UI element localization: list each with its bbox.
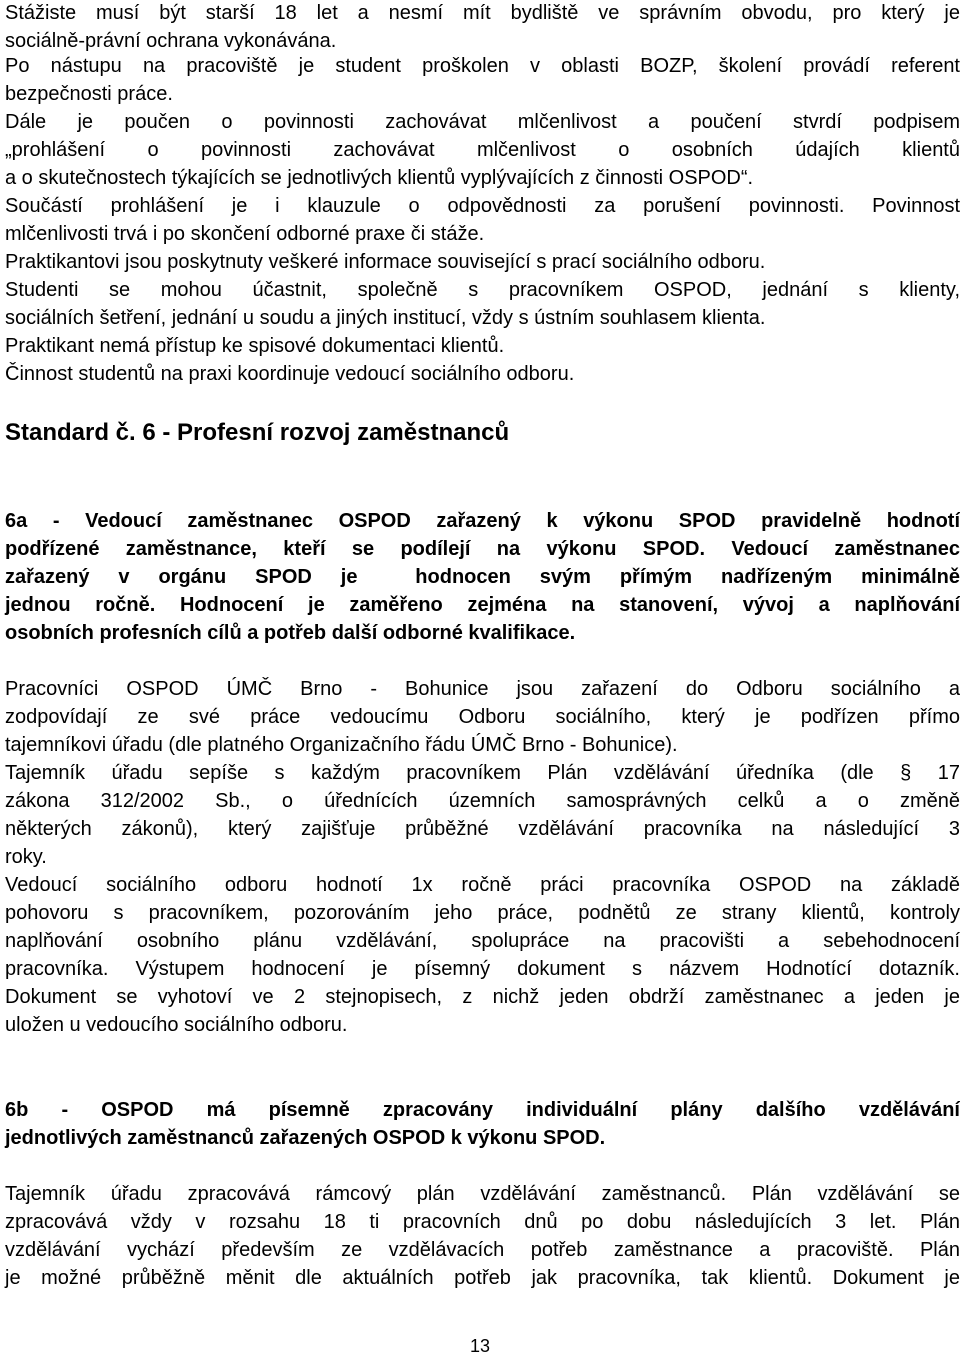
- text-line: zpracovává vždy v rozsahu 18 ti pracovních dnů po dobu následujících 3 let. Plán: [5, 1211, 960, 1233]
- text-line: Studenti se mohou účastnit, společně s pracovníkem OSPOD, jednání s klienty,: [5, 279, 960, 301]
- section-heading: Standard č. 6 - Profesní rozvoj zaměstnanců: [5, 419, 510, 446]
- text-line: sociálních šetření, jednání u soudu a jiných institucí, vždy s ústním souhlasem klienta.: [5, 307, 766, 329]
- text-line: zodpovídají ze své práce vedoucímu Odboru sociálního, který je podřízen přímo: [5, 706, 960, 728]
- text-line: Tajemník úřadu zpracovává rámcový plán vzdělávání zaměstnanců. Plán vzdělávání se: [5, 1183, 960, 1205]
- text-line: tajemníkovi úřadu (dle platného Organizačního řádu ÚMČ Brno - Bohunice).: [5, 734, 678, 756]
- text-line: Činnost studentů na praxi koordinuje vedoucí sociálního odboru.: [5, 363, 575, 385]
- text-line: vzdělávání vychází především ze vzdělávacích potřeb zaměstnance a pracoviště. Plán: [5, 1239, 960, 1261]
- text-line: a o skutečnostech týkajících se jednotlivých klientů vyplývajících z činnosti OSPOD“.: [5, 167, 754, 189]
- subsection-6a-line: 6a - Vedoucí zaměstnanec OSPOD zařazený k výkonu SPOD pravidelně hodnotí: [5, 510, 960, 532]
- text-line: některých zákonů), který zajišťuje průběžné vzdělávání pracovníka na následující 3: [5, 818, 960, 840]
- text-line: sociálně-právní ochrana vykonávána.: [5, 30, 337, 52]
- text-line: Dokument se vyhotoví ve 2 stejnopisech, z nichž jeden obdrží zaměstnanec a jeden je: [5, 986, 960, 1008]
- text-line: naplňování osobního plánu vzdělávání, spolupráce na pracovišti a sebehodnocení: [5, 930, 960, 952]
- text-line: je možné průběžně měnit dle aktuálních potřeb jak pracovníka, tak klientů. Dokument je: [5, 1267, 960, 1289]
- text-line: Po nástupu na pracoviště je student proškolen v oblasti BOZP, školení provádí referent: [5, 55, 960, 77]
- subsection-6b-line: jednotlivých zaměstnanců zařazených OSPOD k výkonu SPOD.: [5, 1127, 606, 1149]
- subsection-6a-line: osobních profesních cílů a potřeb další odborné kvalifikace.: [5, 622, 576, 644]
- subsection-6a-line: zařazený v orgánu SPOD je hodnocen svým přímým nadřízeným minimálně: [5, 566, 960, 588]
- text-line: Praktikant nemá přístup ke spisové dokumentaci klientů.: [5, 335, 505, 357]
- text-line: bezpečnosti práce.: [5, 83, 173, 105]
- text-line: zákona 312/2002 Sb., o úřednících územních samosprávných celků a o změně: [5, 790, 960, 812]
- text-line: uložen u vedoucího sociálního odboru.: [5, 1014, 348, 1036]
- text-line: pohovoru s pracovníkem, pozorováním jeho práce, podnětů ze strany klientů, kontroly: [5, 902, 960, 924]
- text-line: Dále je poučen o povinnosti zachovávat mlčenlivost a poučení stvrdí podpisem: [5, 111, 960, 133]
- subsection-6b-line: 6b - OSPOD má písemně zpracovány individuální plány dalšího vzdělávání: [5, 1099, 960, 1121]
- text-line: Stážiste musí být starší 18 let a nesmí mít bydliště ve správním obvodu, pro který je: [5, 2, 960, 24]
- text-line: Tajemník úřadu sepíše s každým pracovníkem Plán vzdělávání úředníka (dle § 17: [5, 762, 960, 784]
- text-line: Pracovníci OSPOD ÚMČ Brno - Bohunice jsou zařazení do Odboru sociálního a: [5, 678, 960, 700]
- text-line: Součástí prohlášení je i klauzule o odpovědnosti za porušení povinnosti. Povinnost: [5, 195, 960, 217]
- subsection-6a-line: jednou ročně. Hodnocení je zaměřeno zejména na stanovení, vývoj a naplňování: [5, 594, 960, 616]
- text-line: Praktikantovi jsou poskytnuty veškeré informace související s prací sociálního odboru.: [5, 251, 766, 273]
- text-line: „prohlášení o povinnosti zachovávat mlčenlivost o osobních údajích klientů: [5, 139, 960, 161]
- subsection-6a-line: podřízené zaměstnance, kteří se podílejí na výkonu SPOD. Vedoucí zaměstnanec: [5, 538, 960, 560]
- text-line: pracovníka. Výstupem hodnocení je písemný dokument s názvem Hodnotící dotazník.: [5, 958, 960, 980]
- text-line: Vedoucí sociálního odboru hodnotí 1x ročně práci pracovníka OSPOD na základě: [5, 874, 960, 896]
- text-line: mlčenlivosti trvá i po skončení odborné praxe či stáže.: [5, 223, 485, 245]
- page-number: 13: [469, 1336, 491, 1356]
- text-line: roky.: [5, 846, 47, 868]
